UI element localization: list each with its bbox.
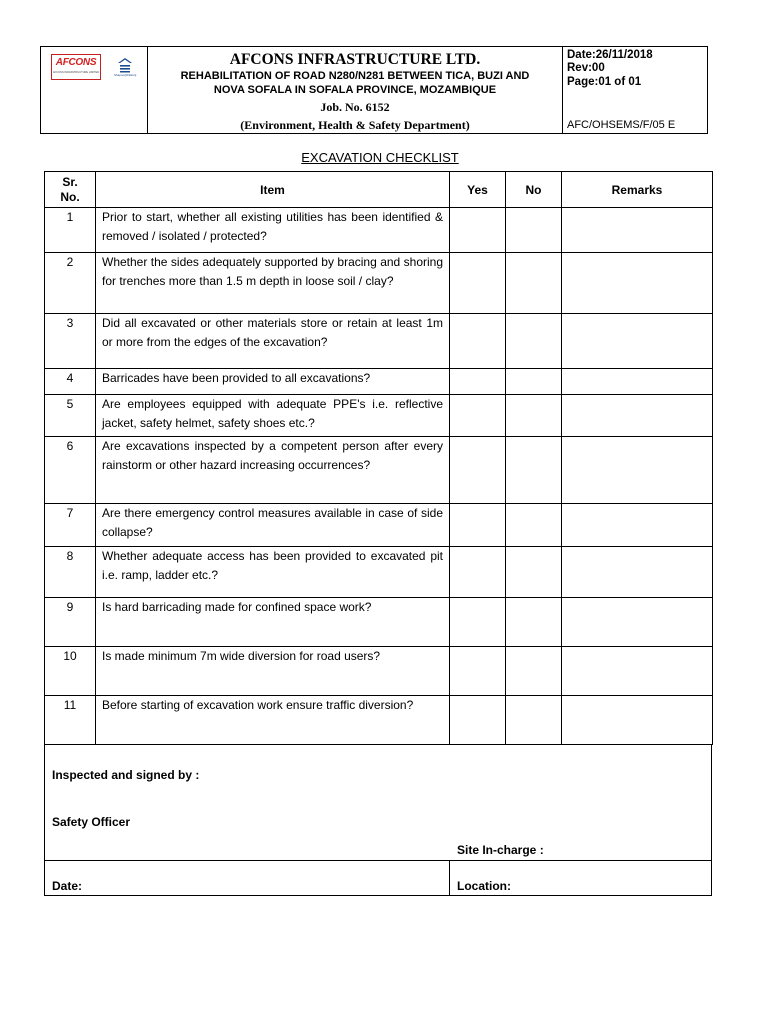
no-cell[interactable] — [506, 208, 562, 253]
job-number: Job. No. 6152 — [320, 100, 390, 114]
yes-cell[interactable] — [450, 253, 506, 314]
row-item: Is hard barricading made for confined space work? — [96, 598, 450, 647]
yes-cell[interactable] — [450, 598, 506, 647]
table-row — [45, 369, 713, 395]
row-number: 1 — [45, 208, 96, 253]
no-cell[interactable] — [506, 696, 562, 745]
row-number: 8 — [45, 547, 96, 598]
date-label: Date: — [52, 879, 83, 893]
no-cell[interactable] — [506, 647, 562, 696]
doc-reference: AFC/OHSEMS/F/05 E — [567, 119, 676, 131]
row-number: 5 — [45, 395, 96, 437]
header-title-cell — [148, 47, 563, 134]
yes-cell[interactable] — [450, 647, 506, 696]
doc-revision: Rev:00 — [567, 62, 605, 74]
document-header — [40, 46, 708, 134]
remarks-cell[interactable] — [562, 208, 713, 253]
no-cell[interactable] — [506, 598, 562, 647]
table-row — [45, 647, 713, 696]
date-location-divider — [449, 861, 450, 895]
row-number: 4 — [45, 369, 96, 395]
row-item: Are there emergency control measures available in case of side collapse? — [96, 504, 450, 547]
yes-cell[interactable] — [450, 547, 506, 598]
remarks-cell[interactable] — [562, 598, 713, 647]
company-name: AFCONS INFRASTRUCTURE LTD. — [229, 51, 481, 68]
table-row — [45, 437, 713, 504]
remarks-cell[interactable] — [562, 647, 713, 696]
col-header-no: No — [506, 172, 562, 208]
row-number: 10 — [45, 647, 96, 696]
no-cell[interactable] — [506, 504, 562, 547]
remarks-cell[interactable] — [562, 395, 713, 437]
department: (Environment, Health & Safety Department) — [240, 118, 470, 132]
doc-date: Date:26/11/2018 — [567, 49, 653, 61]
no-cell[interactable] — [506, 395, 562, 437]
row-number: 2 — [45, 253, 96, 314]
col-header-sr: Sr. No. — [45, 172, 96, 208]
row-item: Whether adequate access has been provided to excavated pit i.e. ramp, ladder etc.? — [96, 547, 450, 598]
remarks-cell[interactable] — [562, 696, 713, 745]
table-row — [45, 253, 713, 314]
yes-cell[interactable] — [450, 314, 506, 369]
remarks-cell[interactable] — [562, 437, 713, 504]
row-number: 11 — [45, 696, 96, 745]
yes-cell[interactable] — [450, 437, 506, 504]
project-line-2: NOVA SOFALA IN SOFALA PROVINCE, MOZAMBIQUE — [213, 84, 497, 96]
row-item: Did all excavated or other materials store or retain at least 1m or more from the edges of the excavation? — [96, 314, 450, 369]
checklist-title: EXCAVATION CHECKLIST — [301, 150, 459, 165]
row-item: Are employees equipped with adequate PPE's i.e. reflective jacket, safety helmet, safety shoes etc.? — [96, 395, 450, 437]
yes-cell[interactable] — [450, 369, 506, 395]
yes-cell[interactable] — [450, 395, 506, 437]
row-number: 7 — [45, 504, 96, 547]
remarks-cell[interactable] — [562, 314, 713, 369]
row-item: Are excavations inspected by a competent person after every rainstorm or other hazard increasing occurrences? — [96, 437, 450, 504]
afcons-logo-text: AFCONS — [55, 57, 97, 68]
table-row — [45, 598, 713, 647]
row-number: 3 — [45, 314, 96, 369]
no-cell[interactable] — [506, 369, 562, 395]
yes-cell[interactable] — [450, 208, 506, 253]
date-location-section — [44, 860, 712, 896]
no-cell[interactable] — [506, 253, 562, 314]
shapoorji-logo — [114, 57, 136, 81]
no-cell[interactable] — [506, 547, 562, 598]
checklist-table — [44, 171, 713, 745]
row-item: Before starting of excavation work ensure traffic diversion? — [96, 696, 450, 745]
location-label: Location: — [457, 879, 511, 893]
logo-cell — [41, 47, 148, 134]
no-cell[interactable] — [506, 437, 562, 504]
remarks-cell[interactable] — [562, 547, 713, 598]
col-header-yes: Yes — [450, 172, 506, 208]
signature-section — [44, 745, 712, 861]
afcons-logo-subtext: AFCONS INFRASTRUCTURE LIMITED — [52, 71, 100, 74]
table-row — [45, 504, 713, 547]
table-header-row — [45, 172, 713, 208]
yes-cell[interactable] — [450, 696, 506, 745]
doc-meta-cell — [563, 47, 708, 134]
shapoorji-logo-subtext: ShapoorjiPallonji — [114, 73, 137, 77]
no-cell[interactable] — [506, 314, 562, 369]
table-row — [45, 547, 713, 598]
site-incharge-label: Site In-charge : — [457, 843, 544, 857]
inspected-signed-label: Inspected and signed by : — [52, 768, 200, 782]
remarks-cell[interactable] — [562, 369, 713, 395]
row-item: Is made minimum 7m wide diversion for road users? — [96, 647, 450, 696]
shapoorji-emblem-icon — [117, 57, 133, 73]
table-row — [45, 314, 713, 369]
table-row — [45, 395, 713, 437]
yes-cell[interactable] — [450, 504, 506, 547]
table-row — [45, 696, 713, 745]
afcons-logo — [51, 54, 101, 80]
project-line-1: REHABILITATION OF ROAD N280/N281 BETWEEN TICA, BUZI AND — [180, 70, 530, 82]
col-header-remarks: Remarks — [562, 172, 713, 208]
doc-page: Page:01 of 01 — [567, 76, 642, 88]
row-number: 6 — [45, 437, 96, 504]
row-item: Barricades have been provided to all excavations? — [96, 369, 450, 395]
table-row — [45, 208, 713, 253]
row-item: Prior to start, whether all existing utilities has been identified & removed / isolated / protected? — [96, 208, 450, 253]
remarks-cell[interactable] — [562, 253, 713, 314]
row-number: 9 — [45, 598, 96, 647]
row-item: Whether the sides adequately supported by bracing and shoring for trenches more than 1.5 m depth in loose soil / clay? — [96, 253, 450, 314]
safety-officer-label: Safety Officer — [52, 815, 131, 829]
col-header-item: Item — [96, 172, 450, 208]
remarks-cell[interactable] — [562, 504, 713, 547]
